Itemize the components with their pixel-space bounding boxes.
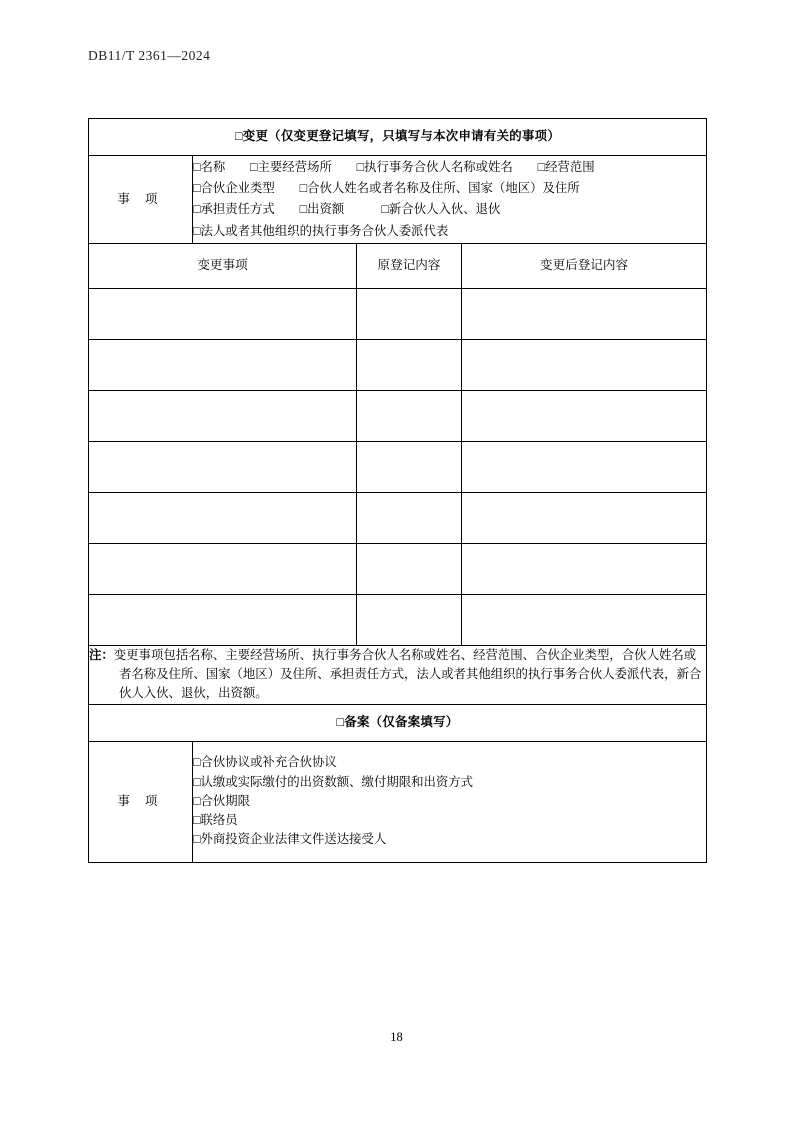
table-row <box>89 441 707 492</box>
cell-original-content[interactable] <box>357 441 462 492</box>
change-section-title-row <box>89 119 707 156</box>
cell-new-content[interactable] <box>462 492 707 543</box>
change-item-line-1: □名称 □主要经营场所 □执行事务合伙人名称或姓名 □经营范围 <box>193 160 595 174</box>
table-row <box>89 288 707 339</box>
record-items-list <box>193 741 707 862</box>
table-row <box>89 543 707 594</box>
cell-new-content[interactable] <box>462 594 707 645</box>
note-line-3: 伙人入伙、退伙，出资额。 <box>119 686 268 701</box>
cell-change-item[interactable] <box>89 339 357 390</box>
note-line-2: 者名称及住所、国家（地区）及住所、承担责任方式，法人或者其他组织的执行事务合伙人委派代表，新合 <box>119 667 702 682</box>
table-row <box>89 339 707 390</box>
cell-change-item[interactable] <box>89 543 357 594</box>
cell-original-content[interactable] <box>357 288 462 339</box>
table-row <box>89 492 707 543</box>
cell-new-content[interactable] <box>462 543 707 594</box>
column-header-original-content: 原登记内容 <box>357 243 462 288</box>
record-item-5[interactable]: □外商投资企业法律文件送达接受人 <box>193 832 387 847</box>
record-section-title-row <box>89 704 707 741</box>
cell-change-item[interactable] <box>89 390 357 441</box>
record-item-2[interactable]: □认缴或实际缴付的出资数额、缴付期限和出资方式 <box>193 774 474 789</box>
cell-new-content[interactable] <box>462 390 707 441</box>
change-item-line-3: □承担责任方式 □出资额 □新合伙人入伙、退伙 <box>193 202 501 217</box>
change-item-line-2: □合伙企业类型 □合伙人姓名或者名称及住所、国家（地区）及住所 <box>193 181 580 196</box>
cell-new-content[interactable] <box>462 339 707 390</box>
change-note-row <box>89 645 707 704</box>
cell-change-item[interactable] <box>89 492 357 543</box>
column-header-change-item: 变更事项 <box>89 243 357 288</box>
note-line-1: 变更事项包括名称、主要经营场所、执行事务合伙人名称或姓名、经营范围、合伙企业类型，合伙人姓名或 <box>113 647 697 662</box>
change-table-header-row <box>89 243 707 288</box>
note-label: 注： <box>89 647 114 662</box>
cell-change-item[interactable] <box>89 594 357 645</box>
page-number: 18 <box>390 1030 403 1044</box>
cell-new-content[interactable] <box>462 288 707 339</box>
change-item-line-4: □法人或者其他组织的执行事务合伙人委派代表 <box>193 223 449 238</box>
record-item-3[interactable]: □合伙期限 <box>193 793 251 808</box>
cell-new-content[interactable] <box>462 441 707 492</box>
cell-original-content[interactable] <box>357 543 462 594</box>
record-items-row <box>89 741 707 862</box>
cell-change-item[interactable] <box>89 288 357 339</box>
form-table <box>88 118 707 863</box>
change-note <box>89 645 707 704</box>
cell-original-content[interactable] <box>357 594 462 645</box>
table-row <box>89 390 707 441</box>
cell-original-content[interactable] <box>357 492 462 543</box>
record-section-title: □备案（仅备案填写） <box>89 704 707 741</box>
record-items-label: 事 项 <box>89 741 193 862</box>
record-item-1[interactable]: □合伙协议或补充合伙协议 <box>193 755 337 770</box>
cell-original-content[interactable] <box>357 390 462 441</box>
cell-original-content[interactable] <box>357 339 462 390</box>
change-items-label: 事 项 <box>89 156 193 244</box>
standard-code-header: DB11/T 2361—2024 <box>88 48 211 63</box>
change-section-title: □变更（仅变更登记填写，只填写与本次申请有关的事项） <box>89 119 707 156</box>
column-header-new-content: 变更后登记内容 <box>462 243 707 288</box>
change-items-row <box>89 156 707 244</box>
table-row <box>89 594 707 645</box>
change-items-list <box>193 156 707 244</box>
record-item-4[interactable]: □联络员 <box>193 813 238 828</box>
cell-change-item[interactable] <box>89 441 357 492</box>
